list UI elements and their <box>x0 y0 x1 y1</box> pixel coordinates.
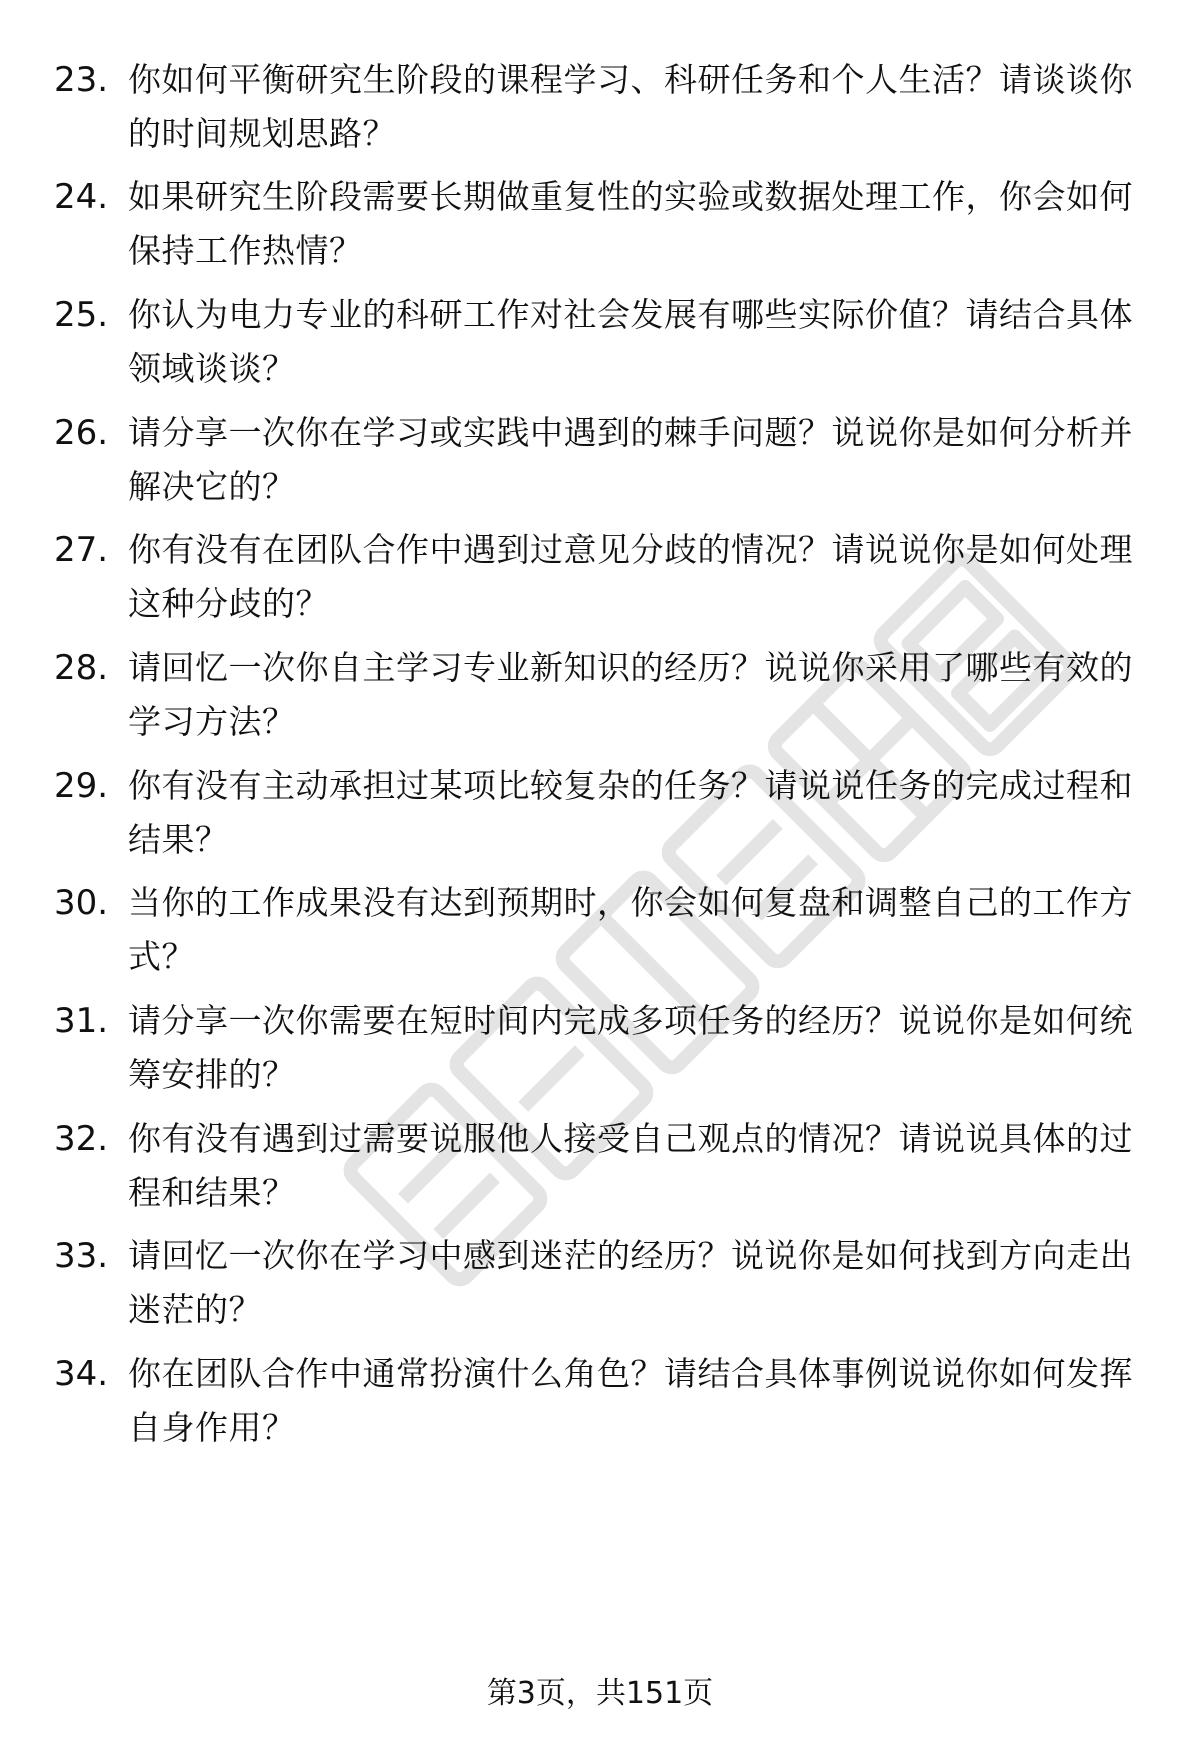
question-number: 34. <box>54 1354 109 1394</box>
list-item <box>0 1112 1200 1222</box>
list-item <box>0 1229 1200 1339</box>
list-item <box>0 641 1200 751</box>
question-number: 23. <box>54 60 109 100</box>
question-text: 你如何平衡研究生阶段的课程学习、科研任务和个人生活？请谈谈你的时间规划思路？ <box>128 60 1133 153</box>
page-number-footer: 第3页，共151页 <box>486 1676 714 1711</box>
question-number: 31. <box>54 1001 109 1041</box>
question-number: 25. <box>54 295 109 335</box>
question-text: 你在团队合作中通常扮演什么角色？请结合具体事例说说你如何发挥自身作用？ <box>128 1354 1133 1447</box>
question-text: 你有没有在团队合作中遇到过意见分歧的情况？请说说你是如何处理这种分歧的？ <box>128 530 1133 623</box>
question-number: 27. <box>54 530 109 570</box>
question-number: 29. <box>54 766 109 806</box>
list-item <box>0 288 1200 398</box>
list-item <box>0 523 1200 633</box>
question-text: 请回忆一次你在学习中感到迷茫的经历？说说你是如何找到方向走出迷茫的？ <box>128 1236 1133 1329</box>
question-text: 请分享一次你在学习或实践中遇到的棘手问题？说说你是如何分析并解决它的？ <box>128 413 1133 506</box>
question-number: 28. <box>54 648 109 688</box>
list-item <box>0 994 1200 1104</box>
question-text: 如果研究生阶段需要长期做重复性的实验或数据处理工作，你会如何保持工作热情？ <box>128 177 1133 270</box>
question-text: 你认为电力专业的科研工作对社会发展有哪些实际价值？请结合具体领域谈谈？ <box>128 295 1133 388</box>
question-text: 你有没有遇到过需要说服他人接受自己观点的情况？请说说具体的过程和结果？ <box>128 1119 1133 1212</box>
question-number: 26. <box>54 413 109 453</box>
list-item <box>0 876 1200 986</box>
list-item <box>0 759 1200 869</box>
question-number: 30. <box>54 883 109 923</box>
list-item <box>0 170 1200 280</box>
list-item <box>0 1347 1200 1457</box>
list-item <box>0 53 1200 163</box>
question-number: 33. <box>54 1236 109 1276</box>
list-item <box>0 406 1200 516</box>
question-text: 你有没有主动承担过某项比较复杂的任务？请说说任务的完成过程和结果？ <box>128 766 1133 859</box>
question-number: 32. <box>54 1119 109 1159</box>
question-text: 当你的工作成果没有达到预期时，你会如何复盘和调整自己的工作方式？ <box>128 883 1133 976</box>
question-text: 请回忆一次你自主学习专业新知识的经历？说说你采用了哪些有效的学习方法？ <box>128 648 1133 741</box>
question-number: 24. <box>54 177 109 217</box>
question-text: 请分享一次你需要在短时间内完成多项任务的经历？说说你是如何统筹安排的？ <box>128 1001 1133 1094</box>
